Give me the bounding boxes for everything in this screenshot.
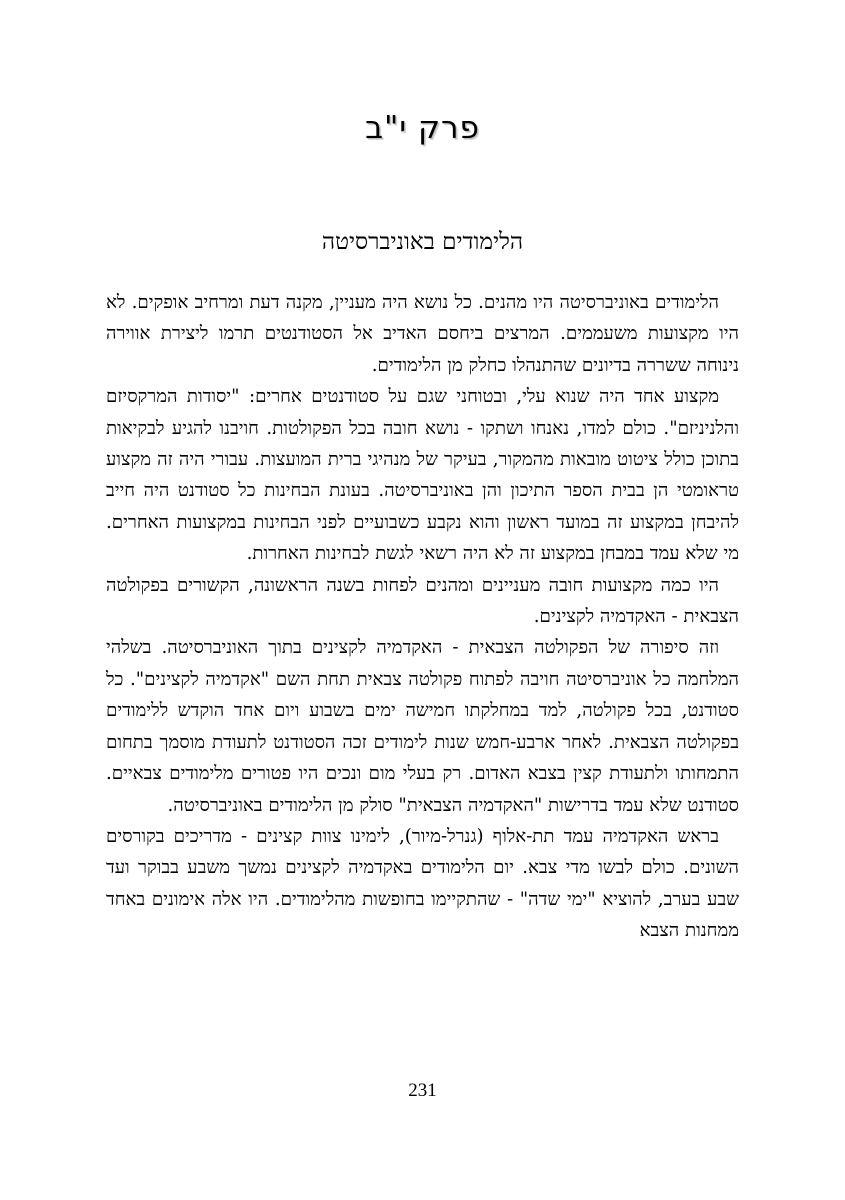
page-number: 231 [408,1080,437,1101]
section-title: הלימודים באוניברסיטה [321,229,524,255]
paragraph: היו כמה מקצועות חובה מעניינים ומהנים לפחות בשנה הראשונה, הקשורים בפקולטה הצבאית - האקדמיה לקצינים. [106,574,739,628]
paragraph: בראש האקדמיה עמד תת-אלוף (גנרל-מיור), לימינו צוות קצינים - מדריכים בקורסים השונים. כולם לבשו מדי צבא. יום הלימודים באקדמיה לקצינים נמשך משבע בבוקר ועד שבע בערב, להוציא "ימי שדה" - שהתקיימו בחופשות מהלימודים. היו אלה אימונים באחד ממחנות הצבא [106,825,739,942]
paragraph: וזה סיפורה של הפקולטה הצבאית - האקדמיה לקצינים בתוך האוניברסיטה. בשלהי המלחמה כל אוניברסיטה חויבה לפתוח פקולטה צבאית תחת השם "אקדמיה לקצינים". כל סטודנט, בכל פקולטה, למד במחלקתו חמישה ימים בשבוע ויום אחד הוקדש ללימודים בפקולטה הצבאית. לאחר ארבע-חמש שנות לימודים זכה הסטודנט לתעודת מוסמך בתחום התמחותו ולתעודת קצין בצבא האדום. רק בעלי מום ונכים היו פטורים מלימודים צבאיים. סטודנט שלא עמד בדרישות "האקדמיה הצבאית" סולק מן הלימודים באוניברסיטה. [106,637,739,816]
paragraph: הלימודים באוניברסיטה היו מהנים. כל נושא היה מעניין, מקנה דעת ומרחיב אופקים. לא היו מקצועות משעממים. המרצים ביחסם האדיב אל הסטודנטים תרמו ליצירת אווירה נינוחה ששררה בדיונים שהתנהלו כחלק מן הלימודים. [106,292,739,376]
paragraph: מקצוע אחד היה שנוא עלי, ובטוחני שגם על סטודנטים אחרים: "יסודות המרקסיזם והלניניזם". כולם למדו, נאנחו ושתקו - נושא חובה בכל הפקולטות. חויבנו להגיע לבקיאות בתוכן כולל ציטוט מובאות מהמקור, בעיקר של מנהיגי ברית המועצות. עבורי היה זה מקצוע טראומטי הן בבית הספר התיכון והן באוניברסיטה. בעונת הבחינות כל סטודנט היה חייב להיבחן במקצוע זה במועד ראשון והוא נקבע כשבועיים לפני הבחינות במקצועות האחרים. מי שלא עמד במבחן במקצוע זה לא היה רשאי לגשת לבחינות האחרות. [106,386,739,565]
chapter-title: פרק י"ב [365,110,480,146]
body-text [106,287,739,947]
